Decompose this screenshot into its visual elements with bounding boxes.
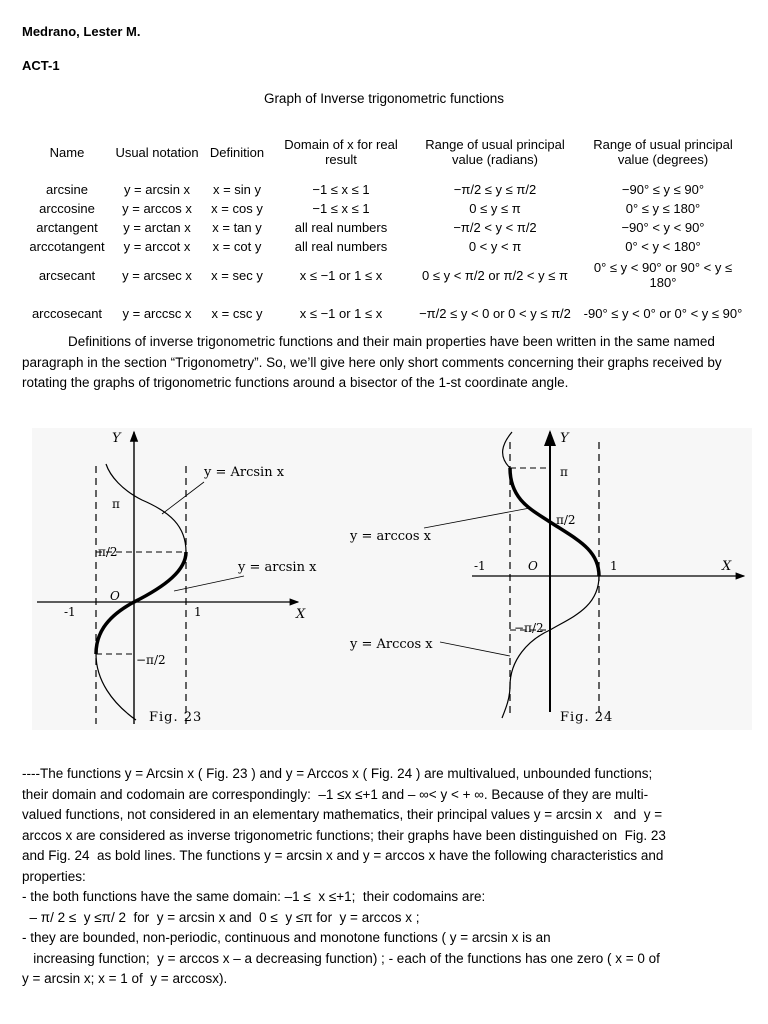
fig23-label-lower: y = arcsin x bbox=[238, 560, 317, 575]
fig24-graph bbox=[349, 431, 744, 725]
cell-notation: y = arccsc x bbox=[122, 305, 192, 321]
page-title: Graph of Inverse trigonometric functions bbox=[263, 91, 505, 106]
fig23-tick-neg-pi-half: −π/2 bbox=[136, 653, 166, 667]
fig23-tick-pi: π bbox=[112, 497, 120, 511]
text-line: ----The functions y = Arcsin x ( Fig. 23 ) and y = Arccos x ( Fig. 24 ) are multivalued, unbounded functions; bbox=[22, 766, 653, 781]
activity-label: ACT-1 bbox=[22, 58, 60, 73]
fig23-label-upper: y = Arcsin x bbox=[204, 465, 285, 480]
fig23-curve-lower-branch bbox=[96, 602, 136, 720]
cell-notation: y = arccot x bbox=[123, 239, 191, 254]
fig24-tick-neg-one: -1 bbox=[474, 559, 486, 573]
fig23-x-label: X bbox=[296, 607, 306, 622]
table-header-row bbox=[22, 124, 746, 180]
figures-svg bbox=[32, 428, 752, 730]
cell-domain: x ≤ −1 or 1 ≤ x bbox=[299, 305, 383, 321]
table-row bbox=[22, 294, 746, 332]
fig24-label-upper: y = arccos x bbox=[350, 529, 431, 544]
cell-notation: y = arccos x bbox=[122, 201, 192, 216]
intro-paragraph: Definitions of inverse trigonometric functions and their main properties have been written in the same named paragraph in the section “Trigonometry”. So, we’ll give here only short comments concerning their graphs received by rotating the graphs of trigonometric functions around a bisector of the 1-st coordinate angle. bbox=[22, 334, 722, 390]
fig23-tick-one: 1 bbox=[194, 605, 202, 619]
text-line: - the both functions have the same domain: –1 ≤ x ≤+1; their codomains are: bbox=[22, 889, 486, 904]
fig23-graph bbox=[37, 431, 317, 725]
fig24-y-label: Y bbox=[560, 431, 569, 446]
text-line: - they are bounded, non-periodic, continuous and monotone functions ( y = arcsin x is an bbox=[22, 930, 551, 945]
cell-degrees: 0° < y < 180° bbox=[625, 239, 701, 254]
cell-degrees: 0° ≤ y ≤ 180° bbox=[625, 201, 701, 216]
fig24-tick-one: 1 bbox=[610, 559, 618, 573]
cell-degrees: -90° ≤ y < 0° or 0° < y ≤ 90° bbox=[583, 305, 743, 321]
cell-definition: x = sec y bbox=[211, 267, 263, 283]
cell-domain: −1 ≤ x ≤ 1 bbox=[312, 182, 370, 197]
cell-notation: y = arctan x bbox=[123, 220, 191, 235]
col-header-radians: Range of usual principal value (radians) bbox=[425, 137, 565, 167]
cell-domain: −1 ≤ x ≤ 1 bbox=[312, 201, 370, 216]
cell-radians: 0 < y < π bbox=[468, 239, 522, 254]
cell-domain: x ≤ −1 or 1 ≤ x bbox=[299, 267, 383, 283]
cell-name: arccotangent bbox=[29, 239, 105, 254]
text-line: valued functions, not considered in an elementary mathematics, their principal values y = arcsin x and y = bbox=[22, 807, 663, 822]
col-header-notation-text: Usual notation bbox=[115, 144, 199, 160]
fig23-leader-upper bbox=[162, 482, 204, 514]
cell-domain: all real numbers bbox=[294, 239, 388, 254]
text-line: arccos x are considered as inverse trigonometric functions; their graphs have been distinguished on Fig. 23 bbox=[22, 827, 666, 843]
properties-text bbox=[22, 764, 750, 990]
cell-radians: −π/2 ≤ y < 0 or 0 < y ≤ π/2 bbox=[419, 305, 571, 321]
cell-name: arcsine bbox=[46, 182, 88, 197]
fig23-tick-pi-half: π/2 bbox=[98, 545, 118, 559]
cell-definition: x = cot y bbox=[212, 239, 262, 254]
table-row bbox=[22, 256, 746, 294]
table-row bbox=[22, 180, 746, 199]
cell-definition: x = csc y bbox=[211, 305, 263, 321]
author-name: Medrano, Lester M. bbox=[22, 24, 141, 39]
cell-definition: x = tan y bbox=[212, 220, 262, 235]
cell-radians: −π/2 < y < π/2 bbox=[453, 220, 537, 235]
fig24-principal-curve bbox=[510, 468, 599, 576]
cell-notation: y = arcsin x bbox=[123, 182, 191, 197]
fig23-tick-neg-one: -1 bbox=[64, 605, 76, 619]
text-line: increasing function; y = arccos x – a decreasing function) ; - each of the functions has one zero ( x = 0 of bbox=[22, 950, 660, 966]
col-header-domain: Domain of x for real result bbox=[284, 137, 398, 167]
col-header-name: Name bbox=[49, 144, 85, 160]
fig23-caption: Fig. 23 bbox=[149, 710, 203, 725]
text-line: y = arcsin x; x = 1 of y = arccosx). bbox=[22, 971, 228, 986]
figures-panel bbox=[32, 428, 752, 730]
cell-radians: 0 ≤ y ≤ π bbox=[469, 201, 521, 216]
table-row bbox=[22, 199, 746, 218]
fig23-y-label: Y bbox=[112, 431, 121, 446]
inverse-trig-table bbox=[22, 124, 746, 332]
col-header-definition: Definition bbox=[209, 144, 265, 160]
fig24-tick-pi-half: π/2 bbox=[556, 513, 576, 527]
fig24-leader-lower bbox=[440, 642, 510, 656]
fig24-x-label: X bbox=[722, 559, 732, 574]
cell-name: arctangent bbox=[36, 220, 98, 235]
cell-name: arcsecant bbox=[38, 267, 96, 283]
fig24-tick-neg-pi-half: −π/2 bbox=[514, 621, 544, 635]
fig24-tick-pi: π bbox=[560, 465, 568, 479]
text-line: properties: bbox=[22, 868, 86, 884]
fig24-tick-origin: O bbox=[528, 559, 538, 573]
cell-definition: x = sin y bbox=[212, 182, 262, 197]
text-line: – π/ 2 ≤ y ≤π/ 2 for y = arcsin x and 0 ≤ y ≤π for y = arccos x ; bbox=[22, 909, 420, 925]
col-header-notation bbox=[112, 124, 202, 180]
cell-radians: 0 ≤ y < π/2 or π/2 < y ≤ π bbox=[422, 267, 568, 283]
cell-definition: x = cos y bbox=[211, 201, 263, 216]
fig23-leader-lower bbox=[174, 576, 244, 591]
table-row bbox=[22, 218, 746, 237]
table-row bbox=[22, 237, 746, 256]
text-line: their domain and codomain are correspondingly: –1 ≤x ≤+1 and – ∞< y < + ∞. Because of they are multi- bbox=[22, 786, 649, 802]
cell-degrees: 0° ≤ y < 90° or 90° < y ≤ 180° bbox=[593, 260, 733, 290]
cell-radians: −π/2 ≤ y ≤ π/2 bbox=[453, 182, 537, 197]
cell-degrees: −90° ≤ y ≤ 90° bbox=[621, 182, 705, 197]
fig24-label-lower: y = Arccos x bbox=[350, 637, 433, 652]
col-header-degrees: Range of usual principal value (degrees) bbox=[593, 137, 733, 167]
fig24-leader-upper bbox=[424, 508, 530, 528]
cell-degrees: −90° < y < 90° bbox=[621, 220, 705, 235]
fig23-principal-curve bbox=[96, 552, 186, 654]
fig24-caption: Fig. 24 bbox=[560, 710, 614, 725]
cell-notation: y = arcsec x bbox=[122, 267, 192, 283]
text-line: and Fig. 24 as bold lines. The functions y = arcsin x and y = arccos x have the following characteristics and bbox=[22, 848, 664, 863]
cell-name: arccosine bbox=[39, 201, 95, 216]
cell-domain: all real numbers bbox=[294, 220, 388, 235]
fig24-curve-top-branch bbox=[503, 432, 512, 468]
cell-name: arccosecant bbox=[31, 305, 103, 321]
fig23-tick-origin: O bbox=[110, 589, 120, 603]
